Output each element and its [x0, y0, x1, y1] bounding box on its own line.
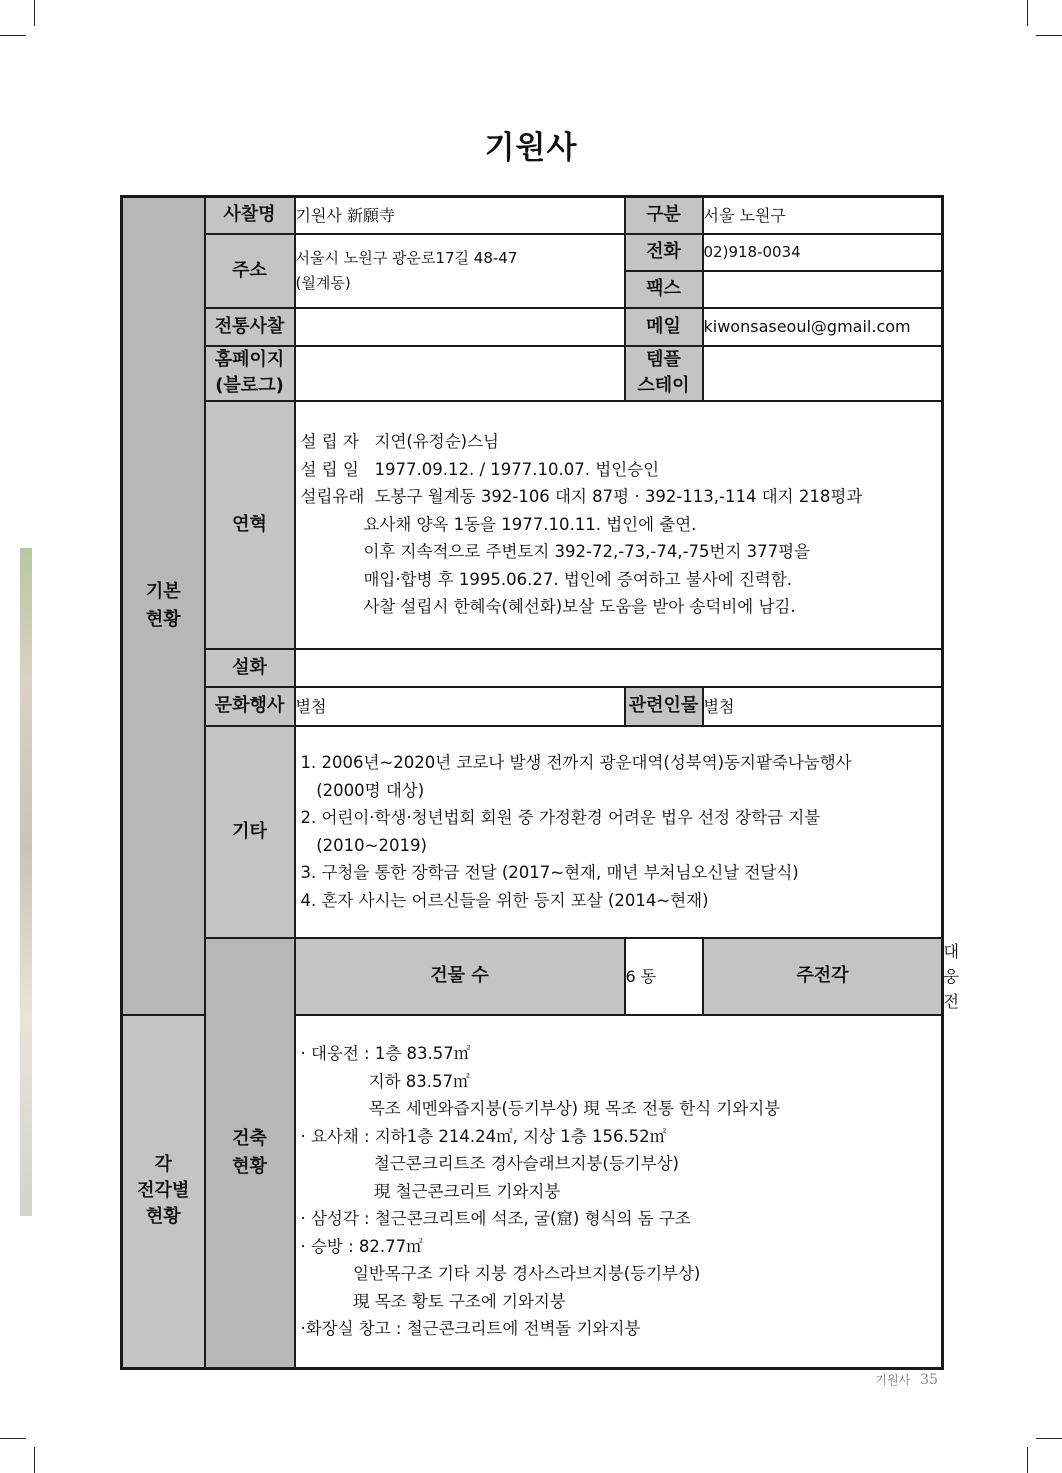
history-line: 설 립 일 1977.09.12. / 1977.10.07. 법인승인: [300, 459, 660, 479]
category-value: 서울 노원구: [703, 197, 943, 234]
etc-line: 3. 구청을 통한 장학금 전달 (2017~현재, 매년 부처님오신날 전달식): [300, 863, 799, 882]
etc-line: 2. 어린이·학생·청년법회 회원 중 가정환경 어려운 법우 선정 장학금 지불: [300, 808, 821, 827]
history-line: 요사채 양옥 1동을 1977.10.11. 법인에 출연.: [300, 514, 697, 534]
crop-mark: [0, 35, 26, 36]
etc-line: (2000명 대상): [300, 780, 425, 800]
building-line: 現 목조 황토 구조에 기와지붕: [300, 1291, 566, 1311]
building-line: 지하 83.57㎡: [300, 1071, 470, 1091]
culture-events-label: 문화행사: [205, 687, 295, 726]
etc-label: 기타: [205, 726, 295, 938]
crop-mark: [0, 1438, 26, 1439]
temple-info-table: 기본 현황 사찰명 기원사 新願寺 구분 서울 노원구 주소 서울시 노원구 광운로17길 48-47 (월계동) 전화 02)918-0034 팩스 전통사찰 메일 kiwonsaseoul@gmail.com 홈페이지 (블로그) 템플 스테이 연혁 설 립 자 지연(유정순)스님 설 립 일 1977.09.12. / 1977.10.07. 법인승인 설립유래 도봉구 월계동 392-106 대지 87평 · 392-113,-114 대지 218평과 요사채 양옥 1동을 1977.10.11. 법인에 출연. 이후 지속적으로 주변토지 392-72,-73,-74,-75번지 377평을 매입·합병 후 1995.06.27. 법인에 증여하고 불사에 진력함. 사찰 설립시 한혜숙(혜선화)보살 도움을 받아 송덕비에 남김. 설화 문화행사 별첨 관련인물 별첨 기타 1. 2006년~2020년 코로나 발생 전까지 광운대역(성북역)동지팥죽나눔행사 (2000명 대상) 2. 어린이·학생·청년법회 회원 중 가정환경 어려운 법우 선정 장학금 지불 (2010~2019) 3. 구청을 통한 장학금 전달 (2017~현재, 매년 부처님오신날 전달식) 4. 혼자 사시는 어르신들을 위한 등지 포살 (2014~현재) 건축 현황 건물 수 6 동 주전각 대웅전 각 전각별 현황 · 대웅전 : 1층 83.57㎡ 지하 83.57㎡ 목조 세멘와즙지붕(등기부상) 現 목조 전통 한식 기와지붕 · 요사채 : 지하1층 214.24㎡, 지상 1층 156.52㎡ 철근콘크리트조 경사슬래브지붕(등기부상) 現 철근콘크리트 기와지붕 · 삼성각 : 철근콘크리트에 석조, 굴(窟) 형식의 돔 구조 · 승방 : 82.77㎡ 일반목구조 기타 지붕 경사스라브지붕(등기부상) 現 목조 황토 구조에 기와지붕 ·화장실 창고 : 철근콘크리트에 전벽돌 기와지붕: [120, 195, 944, 1370]
traditional-temple-value: [295, 308, 625, 346]
etc-line: 1. 2006년~2020년 코로나 발생 전까지 광운대역(성북역)동지팥죽나눔행사: [300, 753, 852, 772]
main-hall-label: 주전각: [703, 938, 943, 1015]
category-label: 구분: [625, 197, 703, 234]
running-title: 기원사: [875, 1373, 911, 1387]
address-label: 주소: [205, 234, 295, 308]
history-line: 사찰 설립시 한혜숙(혜선화)보살 도움을 받아 송덕비에 남김.: [300, 597, 796, 617]
building-line: · 대웅전 : 1층 83.57㎡: [300, 1044, 471, 1063]
page-title: 기원사: [484, 130, 578, 166]
building-count-value: 6 동: [625, 938, 703, 1015]
related-people-value: 별첨: [703, 687, 943, 726]
building-line: · 요사채 : 지하1층 214.24㎡, 지상 1층 156.52㎡: [300, 1126, 667, 1146]
page-footer: [875, 1371, 938, 1388]
building-section-label: 건축 현황: [205, 938, 295, 1369]
building-line: ·화장실 창고 : 철근콘크리트에 전벽돌 기와지붕: [300, 1319, 641, 1338]
culture-events-value: 별첨: [295, 687, 625, 726]
temple-name-label: 사찰명: [205, 197, 295, 234]
etc-line: 4. 혼자 사시는 어르신들을 위한 등지 포살 (2014~현재): [300, 890, 709, 910]
temple-name-value: 기원사 新願寺: [295, 197, 625, 234]
legend-label: 설화: [205, 649, 295, 687]
building-line: 목조 세멘와즙지붕(등기부상) 現 목조 전통 한식 기와지붕: [300, 1099, 781, 1118]
history-line: 이후 지속적으로 주변토지 392-72,-73,-74,-75번지 377평을: [300, 542, 811, 562]
fax-label: 팩스: [625, 271, 703, 308]
legend-value: [295, 649, 943, 687]
history-line: 설립유래 도봉구 월계동 392-106 대지 87평 · 392-113,-114 대지 218평과: [300, 487, 863, 507]
homepage-value: [295, 346, 625, 401]
phone-value: 02)918-0034: [703, 234, 943, 271]
templestay-label: 템플 스테이: [625, 346, 703, 401]
history-line: 설 립 자 지연(유정순)스님: [300, 432, 499, 452]
history-line: 매입·합병 후 1995.06.27. 법인에 증여하고 불사에 진력함.: [300, 569, 793, 589]
crop-mark: [1036, 1438, 1062, 1439]
crop-mark: [1027, 1447, 1028, 1473]
building-line: 現 철근콘크리트 기와지붕: [300, 1181, 561, 1201]
address-value: 서울시 노원구 광운로17길 48-47 (월계동): [295, 234, 625, 308]
email-value: kiwonsaseoul@gmail.com: [703, 308, 943, 346]
related-people-label: 관련인물: [625, 687, 703, 726]
history-label: 연혁: [205, 401, 295, 649]
buildings-content: [295, 1015, 943, 1369]
fax-value: [703, 271, 943, 308]
templestay-value: [703, 346, 943, 401]
crop-mark: [34, 1447, 35, 1473]
homepage-label: 홈페이지 (블로그): [205, 346, 295, 401]
building-line: · 삼성각 : 철근콘크리트에 석조, 굴(窟) 형식의 돔 구조: [300, 1209, 691, 1228]
photo-edge-strip: [20, 548, 32, 1216]
etc-content: [295, 726, 943, 938]
traditional-temple-label: 전통사찰: [205, 308, 295, 346]
building-line: · 승방 : 82.77㎡: [300, 1236, 423, 1256]
crop-mark: [34, 0, 35, 26]
phone-label: 전화: [625, 234, 703, 271]
crop-mark: [1027, 0, 1028, 26]
history-content: [295, 401, 943, 649]
basic-section-label: 기본 현황: [122, 197, 205, 1015]
building-count-label: 건물 수: [295, 938, 625, 1015]
crop-mark: [1036, 35, 1062, 36]
page-number: 35: [920, 1372, 938, 1388]
etc-line: (2010~2019): [300, 835, 427, 855]
building-line: 철근콘크리트조 경사슬래브지붕(등기부상): [300, 1154, 679, 1173]
buildings-label: 각 전각별 현황: [122, 1015, 205, 1369]
building-line: 일반목구조 기타 지붕 경사스라브지붕(등기부상): [300, 1264, 701, 1283]
email-label: 메일: [625, 308, 703, 346]
